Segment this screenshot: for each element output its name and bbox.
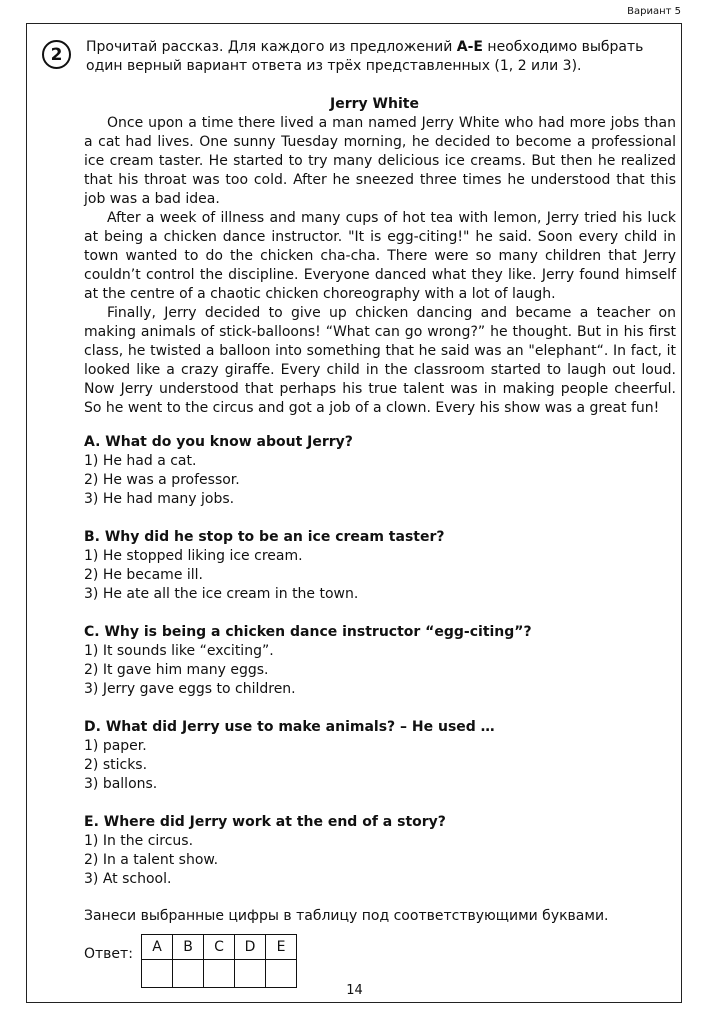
task-number: 2: [50, 44, 63, 65]
answer-letter-cell: E: [266, 935, 297, 960]
answer-letter-cell: C: [204, 935, 235, 960]
question-text: B. Why did he stop to be an ice cream taster?: [84, 529, 445, 545]
instruction-text: Прочитай рассказ. Для каждого из предложений: [86, 39, 457, 55]
story-paragraph: Finally, Jerry decided to give up chicken dancing and became a teacher on making animals of stick-balloons! “What can go wrong?” he thought. But in his first class, he twisted a balloon into something that he said was an "elephant“. In fact, it looked like a crazy giraffe. Every child in the classroom started to laugh out loud. Now Jerry understood that perhaps his true talent was in making people cheerful. So he went to the circus and got a job of a clown. Every his show was a great fun!: [84, 305, 676, 416]
story-title: Jerry White: [330, 96, 419, 112]
instruction-letters: A-E: [456, 39, 483, 55]
answer-option: 3) At school.: [84, 871, 172, 887]
answer-option: 1) paper.: [84, 738, 147, 754]
answer-option: 3) He ate all the ice cream in the town.: [84, 586, 359, 602]
answer-letter-cell: B: [173, 935, 204, 960]
answer-letter-cell: A: [142, 935, 173, 960]
question-text: E. Where did Jerry work at the end of a story?: [84, 814, 446, 830]
question-text: D. What did Jerry use to make animals? – He used …: [84, 719, 495, 735]
story-paragraph: Once upon a time there lived a man named Jerry White who had more jobs than a cat had lives. One sunny Tuesday morning, he decided to become a professional ice cream taster. He started to try many delicious ice creams. But then he realized that his throat was too cold. After he sneezed three times he understood that this job was a bad idea.: [84, 115, 676, 207]
variant-label: Вариант 5: [627, 6, 681, 17]
task-number-badge: [42, 40, 71, 69]
answer-instruction: Занеси выбранные цифры в таблицу под соответствующими буквами.: [84, 908, 609, 924]
question-text: C. Why is being a chicken dance instructor “egg-citing”?: [84, 624, 532, 640]
answer-label: Ответ:: [84, 946, 133, 962]
question-a: [84, 433, 674, 509]
answer-table: [141, 934, 297, 988]
answer-option: 2) He was a professor.: [84, 472, 240, 488]
answer-option: 2) In a talent show.: [84, 852, 219, 868]
page-number: 14: [346, 983, 363, 998]
question-b: [84, 528, 674, 604]
answer-option: 3) Jerry gave eggs to children.: [84, 681, 296, 697]
question-e: [84, 813, 674, 889]
story-paragraph: After a week of illness and many cups of hot tea with lemon, Jerry tried his luck at being a chicken dance instructor. "It is egg-citing!" he said. Soon every child in town wanted to do the chicken cha-cha. There were so many children that Jerry couldn’t control the discipline. Everyone danced what they like. Jerry found himself at the centre of a chaotic chicken choreography with a lot of laugh.: [84, 210, 676, 302]
answer-option: 3) He had many jobs.: [84, 491, 235, 507]
answer-option: 3) ballons.: [84, 776, 158, 792]
task-instruction: [86, 38, 676, 76]
question-c: [84, 623, 674, 699]
story-text: [84, 114, 676, 418]
answer-option: 1) He had a cat.: [84, 453, 197, 469]
answer-option: 1) It sounds like “exciting”.: [84, 643, 274, 659]
answer-option: 1) He stopped liking ice cream.: [84, 548, 303, 564]
answer-option: 2) It gave him many eggs.: [84, 662, 269, 678]
answer-option: 1) In the circus.: [84, 833, 194, 849]
instruction-text-end: необходимо выбрать один верный вариант ответа из трёх представленных (1, 2 или 3).: [86, 39, 644, 74]
answer-option: 2) He became ill.: [84, 567, 204, 583]
question-text: A. What do you know about Jerry?: [84, 434, 353, 450]
answer-option: 2) sticks.: [84, 757, 148, 773]
answer-letter-cell: D: [235, 935, 266, 960]
question-d: [84, 718, 674, 794]
